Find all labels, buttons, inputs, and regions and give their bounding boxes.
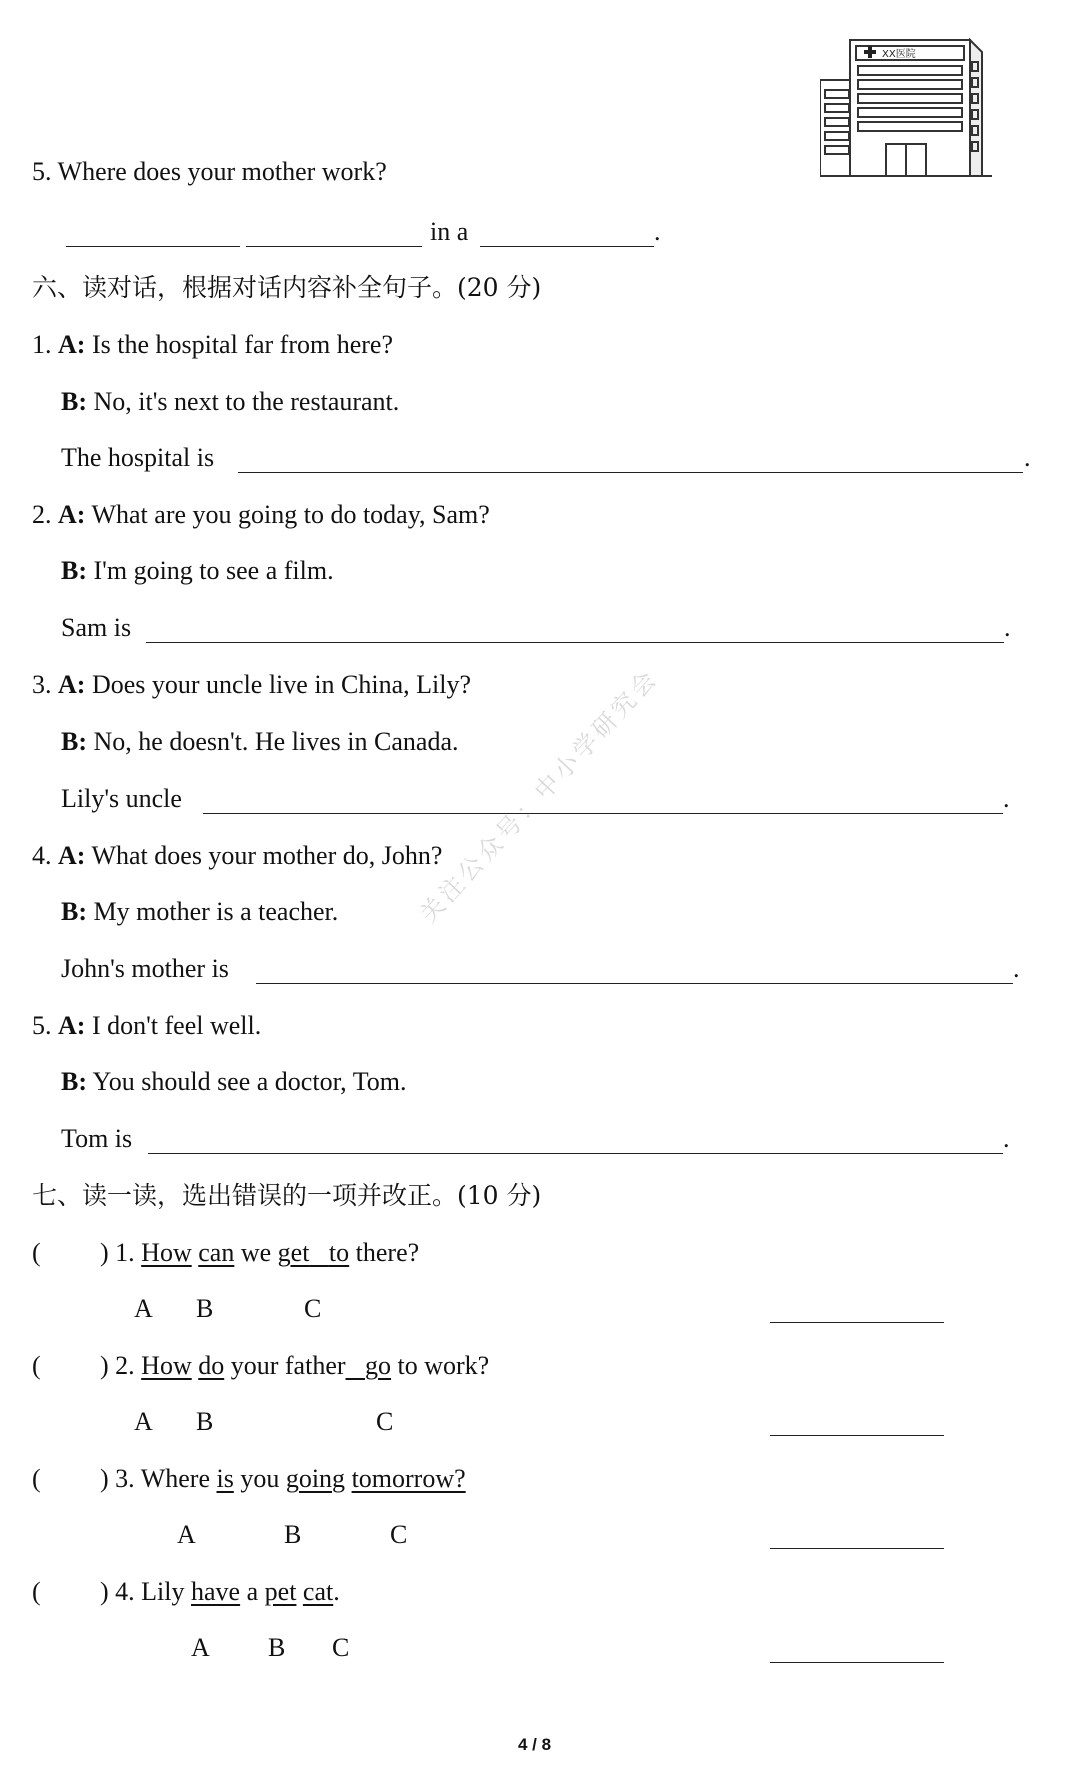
option-b-word: going: [285, 1464, 346, 1493]
dialog-4-answer: [61, 899, 338, 925]
correction-blank-1[interactable]: [770, 1322, 944, 1323]
correction-blank-4[interactable]: [770, 1662, 944, 1663]
dialog-num: 5.: [32, 1011, 52, 1040]
fill-5-blank[interactable]: [148, 1153, 1003, 1154]
answer-paren-1[interactable]: (: [32, 1238, 41, 1267]
line-b: You should see a doctor, Tom.: [92, 1067, 407, 1096]
line-a: What does your mother do, John?: [91, 841, 443, 870]
letter-a: A: [177, 1520, 196, 1549]
answer-paren-3[interactable]: (: [32, 1464, 41, 1493]
fill-4-lead: John's mother is: [61, 954, 229, 983]
option-a-word: How: [141, 1351, 192, 1380]
speaker-b: B:: [61, 387, 87, 416]
letter-a: A: [134, 1294, 153, 1323]
letter-c: C: [304, 1294, 322, 1323]
dialog-5-answer: [61, 1069, 407, 1095]
fill-3-blank[interactable]: [203, 813, 1003, 814]
error-item-1: ) 1. How can we get to there?: [100, 1238, 420, 1267]
q5-blank-1[interactable]: [66, 246, 240, 247]
watermark: 关注公众号：中小学研究会: [414, 663, 665, 929]
dialog-2-answer: [61, 558, 334, 584]
option-b-word: can: [198, 1238, 235, 1267]
section-7-title: 七、读一读，选出错误的一项并改正。(10 分): [32, 1181, 542, 1210]
option-c-word: tomorrow?: [351, 1464, 466, 1493]
dialog-4-question: [32, 843, 442, 869]
line-b: No, it's next to the restaurant.: [93, 387, 400, 416]
dialog-2-question: [32, 502, 490, 528]
letter-b: B: [284, 1520, 302, 1549]
hospital-building-icon: [820, 40, 992, 176]
fill-1-period: .: [1024, 443, 1031, 472]
line-b: I'm going to see a film.: [93, 556, 334, 585]
option-c-word: go: [365, 1351, 392, 1380]
speaker-a: A:: [58, 670, 86, 699]
option-a-word: How: [141, 1238, 192, 1267]
q5-period: .: [654, 217, 661, 246]
fill-5-period: .: [1003, 1124, 1010, 1153]
dialog-1-answer: [61, 389, 399, 415]
line-a: Is the hospital far from here?: [91, 330, 393, 359]
correction-blank-2[interactable]: [770, 1435, 944, 1436]
section-6-title: 六、读对话，根据对话内容补全句子。(20 分): [32, 273, 542, 302]
speaker-a: A:: [58, 500, 86, 529]
line-b: No, he doesn't. He lives in Canada.: [93, 727, 459, 756]
fill-4-period: .: [1013, 954, 1020, 983]
error-item-4: ) 4. Lily have a pet cat.: [100, 1577, 340, 1606]
dialog-num: 3.: [32, 670, 52, 699]
line-a: Does your uncle live in China, Lily?: [91, 670, 472, 699]
letter-a: A: [191, 1633, 210, 1662]
speaker-a: A:: [58, 330, 86, 359]
speaker-b: B:: [61, 727, 87, 756]
speaker-a: A:: [58, 841, 86, 870]
answer-paren-4[interactable]: (: [32, 1577, 41, 1606]
correction-blank-3[interactable]: [770, 1548, 944, 1549]
hospital-illustration: [820, 36, 995, 178]
dialog-3-question: [32, 672, 471, 698]
option-c-word: cat: [302, 1577, 334, 1606]
page-number: 4 / 8: [518, 1735, 552, 1754]
dialog-num: 2.: [32, 500, 52, 529]
fill-4-blank[interactable]: [256, 983, 1013, 984]
option-b-word: do: [198, 1351, 225, 1380]
fill-1-lead: The hospital is: [61, 443, 215, 472]
speaker-b: B:: [61, 556, 87, 585]
dialog-3-answer: [61, 729, 459, 755]
error-item-3: ) 3. Where is you going tomorrow?: [100, 1464, 466, 1493]
q5-prompt: 5. Where does your mother work?: [32, 157, 387, 186]
fill-2-period: .: [1004, 613, 1011, 642]
option-c-gap: get: [277, 1238, 310, 1267]
option-b-word: pet: [264, 1577, 297, 1606]
letter-c: C: [332, 1633, 350, 1662]
line-a: I don't feel well.: [91, 1011, 262, 1040]
answer-paren-2[interactable]: (: [32, 1351, 41, 1380]
fill-3-lead: Lily's uncle: [61, 784, 182, 813]
letter-b: B: [196, 1407, 214, 1436]
dialog-num: 4.: [32, 841, 52, 870]
letter-c: C: [390, 1520, 408, 1549]
error-item-2: ) 2. How do your father go to work?: [100, 1351, 490, 1380]
fill-2-blank[interactable]: [146, 642, 1004, 643]
letter-c: C: [376, 1407, 394, 1436]
speaker-a: A:: [58, 1011, 86, 1040]
dialog-1-question: [32, 332, 393, 358]
letter-b: B: [196, 1294, 214, 1323]
speaker-b: B:: [61, 1067, 87, 1096]
line-b: My mother is a teacher.: [93, 897, 339, 926]
line-a: What are you going to do today, Sam?: [91, 500, 490, 529]
letter-a: A: [134, 1407, 153, 1436]
fill-5-lead: Tom is: [61, 1124, 133, 1153]
dialog-num: 1.: [32, 330, 52, 359]
option-a-word: have: [191, 1577, 241, 1606]
q5-blank-2[interactable]: [246, 246, 422, 247]
fill-2-lead: Sam is: [61, 613, 132, 642]
dialog-5-question: [32, 1013, 261, 1039]
hospital-sign: XX医院: [882, 49, 916, 60]
fill-1-blank[interactable]: [238, 472, 1023, 473]
option-a-word: is: [216, 1464, 234, 1493]
letter-b: B: [268, 1633, 286, 1662]
fill-3-period: .: [1003, 784, 1010, 813]
q5-mid-text: in a: [430, 217, 469, 246]
q5-blank-3[interactable]: [480, 246, 654, 247]
speaker-b: B:: [61, 897, 87, 926]
